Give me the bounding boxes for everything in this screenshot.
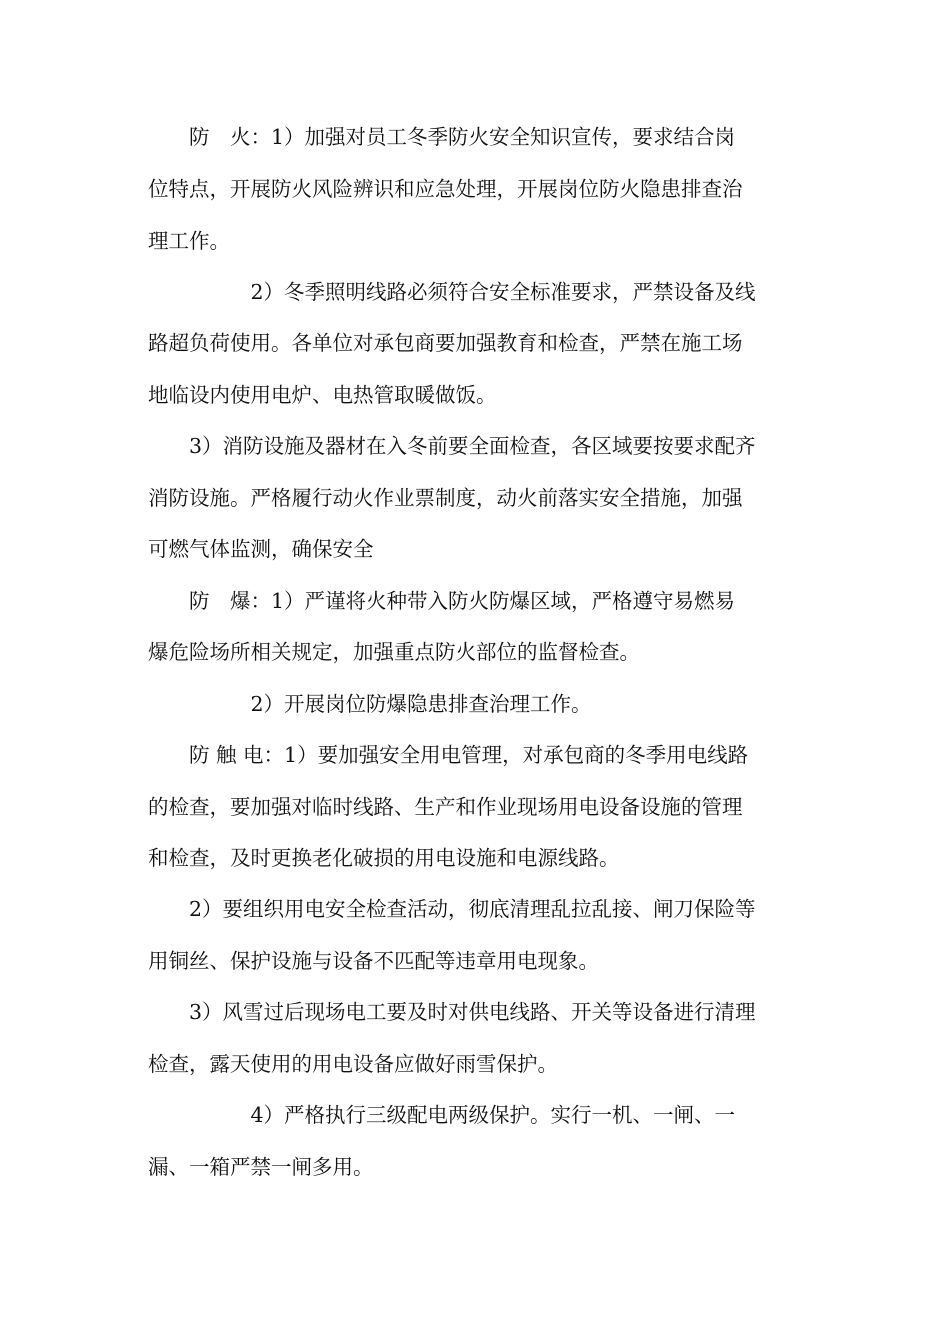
text-line: 漏、一箱严禁一闸多用。: [148, 1155, 374, 1179]
text-line: 检查，露天使用的用电设备应做好雨雪保护。: [148, 1052, 558, 1076]
text-line: 防 触 电：1）要加强安全用电管理，对承包商的冬季用电线路: [148, 743, 749, 767]
text-line: 和检查，及时更换老化破损的用电设施和电源线路。: [148, 846, 620, 870]
text-line: 4）严格执行三级配电两级保护。实行一机、一闸、一: [148, 1103, 736, 1127]
text-line: 爆危险场所相关规定，加强重点防火部位的监督检查。: [148, 640, 640, 664]
text-line: 位特点，开展防火风险辨识和应急处理，开展岗位防火隐患排查治: [148, 177, 743, 201]
text-line: 路超负荷使用。各单位对承包商要加强教育和检查，严禁在施工场: [148, 331, 743, 355]
text-line: 的检查，要加强对临时线路、生产和作业现场用电设备设施的管理: [148, 795, 743, 819]
text-line: 3）风雪过后现场电工要及时对供电线路、开关等设备进行清理: [148, 1000, 756, 1024]
text-line: 用铜丝、保护设施与设备不匹配等违章用电现象。: [148, 949, 599, 973]
text-line: 地临设内使用电炉、电热管取暖做饭。: [148, 383, 497, 407]
text-line: 防 爆：1）严谨将火种带入防火防爆区域，严格遵守易燃易: [148, 589, 736, 613]
text-line: 可燃气体监测，确保安全: [148, 537, 374, 561]
text-line: 消防设施。严格履行动火作业票制度，动火前落实安全措施，加强: [148, 486, 743, 510]
text-line: 理工作。: [148, 229, 230, 253]
text-line: 2）开展岗位防爆隐患排查治理工作。: [148, 692, 592, 716]
text-line: 防 火：1）加强对员工冬季防火安全知识宣传，要求结合岗: [148, 125, 736, 149]
text-line: 2）冬季照明线路必须符合安全标准要求，严禁设备及线: [148, 280, 756, 304]
text-line: 3）消防设施及器材在入冬前要全面检查，各区域要按要求配齐: [148, 434, 756, 458]
text-line: 2）要组织用电安全检查活动，彻底清理乱拉乱接、闸刀保险等: [148, 897, 756, 921]
